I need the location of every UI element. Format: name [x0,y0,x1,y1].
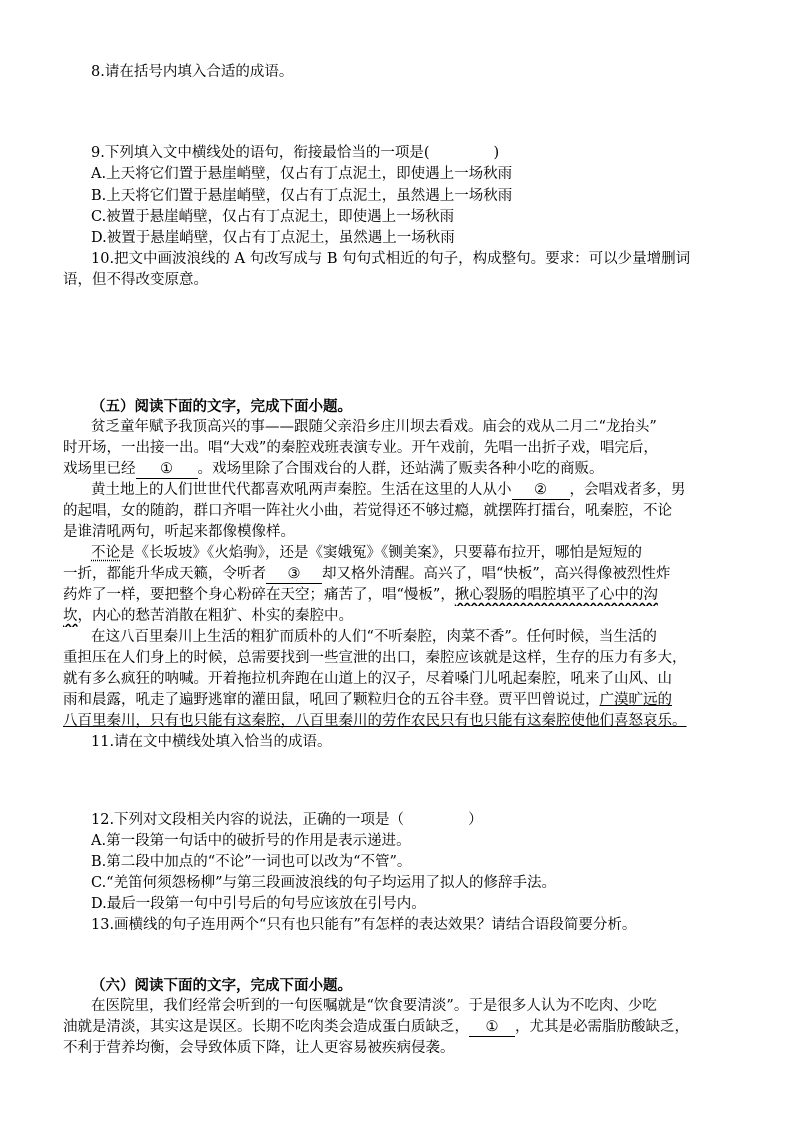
question-10-line-2: 语，但不得改变原意。 [63,272,208,288]
question-9-option-a: A.上天将它们置于悬崖峭壁，仅占有丁点泥土，即使遇上一场秋雨 [91,166,513,182]
section-6-line-3: 不利于营养均衡，会导致体质下降，让人更容易被疾病侵袭。 [63,1040,455,1056]
paragraph-2-line-1: 黄土地上的人们世世代代都喜欢吼两声秦腔。生活在这里的人从小 ② ，会唱戏者多，男 [91,482,686,498]
question-12-option-a: A.第一段第一句话中的破折号的作用是表示递进。 [91,833,411,849]
paragraph-3-line-4: 坎，内心的愁苦消散在粗犷、朴实的秦腔中。 [63,608,353,624]
paragraph-4-line-2: 重担压在人们身上的时候，总需要找到一些宣泄的出口，秦腔应该就是这样，生存的压力有多大， [63,650,687,666]
question-9-option-d: D.被置于悬崖峭壁，仅占有丁点泥土，虽然遇上一场秋雨 [91,230,455,246]
section-6-heading: （六）阅读下面的文字，完成下面小题。 [91,977,352,994]
blank-1: ① [136,460,198,479]
question-12-stem: 12.下列对文段相关内容的说法，正确的一项是（ ） [91,812,483,828]
question-9-option-c: C.被置于悬崖峭壁，仅占有丁点泥土，即使遇上一场秋雨 [91,209,455,225]
paragraph-4-line-3: 就有多么疯狂的呐喊。开着拖拉机奔跑在山道上的汉子，尽着嗓门儿吼起秦腔，吼来了山风、山 [63,671,672,687]
paragraph-3-line-2: 一折，都能升华成天籁，令听者 ③ 却又格外清醒。高兴了，唱“快板”，高兴得像被烈性炸 [63,566,671,582]
blank-2: ② [512,481,570,500]
question-9-stem: 9.下列填入文中横线处的语句，衔接最恰当的一项是( ) [91,145,500,161]
question-12-option-b: B.第二段中加点的“不论”一词也可以改为“不管”。 [91,854,412,870]
paragraph-3-line-3: 药炸了一样，要把整个身心粉碎在天空；痛苦了，唱“慢板”，揪心裂肠的唱腔填平了心中的沟 [63,587,658,603]
question-12-option-d: D.最后一段第一句中引号后的句号应该放在引号内。 [91,896,426,912]
question-10-line-1: 10.把文中画波浪线的 A 句改写成与 B 句句式相近的句子，构成整句。要求：可以少量增删词 [91,251,691,267]
paragraph-1-line-1: 贫乏童年赋予我顶高兴的事——跟随父亲沿乡庄川坝去看戏。庙会的戏从二月二“龙抬头” [91,419,657,435]
question-11: 11.请在文中横线处填入恰当的成语。 [91,734,332,750]
paragraph-2-line-3: 是谁清吼两句，听起来都像模像样。 [63,524,295,540]
question-9-option-b: B.上天将它们置于悬崖峭壁，仅占有丁点泥土，虽然遇上一场秋雨 [91,188,513,204]
wavy-underlined-sentence: 揪心裂肠的唱腔填平了心中的沟 [454,587,658,603]
section-6-line-2: 油就是清淡，其实这是误区。长期不吃肉类会造成蛋白质缺乏， ① ，尤其是必需脂肪酸缺乏， [63,1019,689,1035]
blank-3: ③ [266,565,322,584]
question-12-option-c: C.“羌笛何须怨杨柳”与第三段画波浪线的句子均运用了拟人的修辞手法。 [91,875,557,891]
section-6-line-1: 在医院里，我们经常会听到的一句医嘱就是“饮食要清淡”。于是很多人认为不吃肉、少吃 [91,998,657,1014]
paragraph-1-line-2: 时开场，一出接一出。唱“大戏”的秦腔戏班表演专业。开午戏前，先唱一出折子戏，唱完后， [63,440,658,456]
blank-6-1: ① [469,1018,515,1037]
paragraph-2-line-2: 的起唱，女的随韵，群口齐唱一阵社火小曲，若觉得还不够过瘾，就摆阵打擂台，吼秦腔，不论 [63,503,672,519]
paragraph-4-line-1: 在这八百里秦川上生活的粗犷而质朴的人们“不听秦腔，肉菜不香”。任何时候，当生活的 [91,629,657,645]
paragraph-4-line-5: 八百里秦川，只有也只能有这秦腔，八百里秦川的劳作农民只有也只能有这秦腔使他们喜怒哀乐。 [63,713,687,729]
question-8: 8.请在括号内填入合适的成语。 [91,64,294,80]
paragraph-3-line-1: 不论是《长坂坡》《火焰驹》，还是《窦娥冤》《铡美案》，只要幕布拉开，哪怕是短短的 [91,545,642,561]
section-5-heading: （五）阅读下面的文字，完成下面小题。 [91,398,352,415]
dotted-word-bulun: 不论 [91,545,120,561]
underlined-sentence: 广漠旷远的 [599,692,672,708]
paragraph-1-line-3: 戏场里已经 ① 。戏场里除了合围戏台的人群，还站满了贩卖各种小吃的商贩。 [63,461,604,477]
paragraph-4-line-4: 雨和晨露，吼走了遍野逃窜的灌田鼠，吼回了颗粒归仓的五谷丰登。贾平凹曾说过，广漠旷远的 [63,692,672,708]
question-13: 13.画横线的句子连用两个“只有也只能有”有怎样的表达效果？请结合语段简要分析。 [91,917,637,933]
